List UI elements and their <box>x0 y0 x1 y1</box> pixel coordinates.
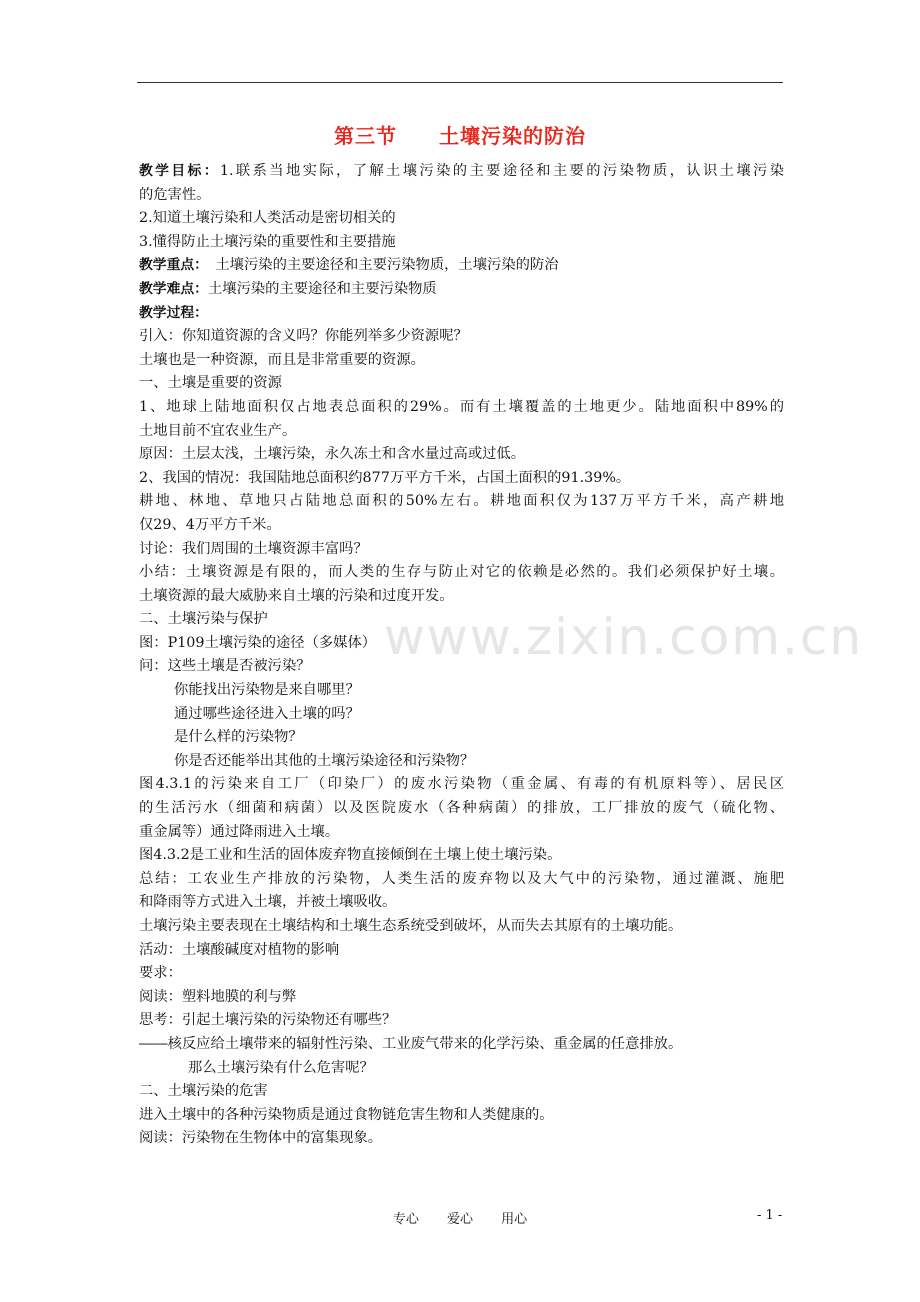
footer-motto-3: 用心 <box>501 1212 528 1227</box>
section-heading: 二、土壤污染的危害 <box>139 1083 268 1100</box>
text-line: 思考：引起土壤污染的污染物还有哪些？ <box>139 1012 397 1029</box>
difficulty-label: 教学难点： <box>139 280 208 297</box>
key-label: 教学重点： <box>139 257 202 274</box>
goal-3: 3.懂得防止土壤污染的重要性和主要措施 <box>139 233 396 250</box>
document-body <box>139 160 784 1151</box>
question-line: 通过哪些途径进入土壤的吗？ <box>174 705 360 722</box>
question-line: 是什么样的污染物？ <box>174 729 303 746</box>
teaching-goals-line <box>139 160 784 184</box>
text-line: 土地目前不宜农业生产。 <box>139 422 297 439</box>
page-number: - 1 - <box>757 1208 783 1223</box>
watermark: www.zixin.com.cn <box>384 608 864 666</box>
question-line: 你是否还能举出其他的土壤污染途径和污染物？ <box>174 752 475 769</box>
question-line: 那么土壤污染有什么危害呢？ <box>188 1059 374 1076</box>
text-line: 总结：工农业生产排放的污染物，人类生活的废弃物以及大气中的污染物，通过灌溉、施肥 <box>139 870 784 887</box>
text-line: 的生活污水（细菌和病菌）以及医院废水（各种病菌）的排放，工厂排放的废气（硫化物、 <box>139 800 784 817</box>
section-heading: 一、土壤是重要的资源 <box>139 375 282 392</box>
text-line: 阅读：污染物在生物体中的富集现象。 <box>139 1130 383 1147</box>
key-text: 土壤污染的主要途径和主要污染物质，土壤污染的防治 <box>201 257 559 274</box>
text-line: 问：这些土壤是否被污染？ <box>139 658 311 675</box>
difficulty-line <box>139 278 784 302</box>
footer-motto-1: 专心 <box>392 1212 419 1227</box>
process-heading <box>139 302 784 326</box>
process-label: 教学过程： <box>139 304 208 321</box>
text-line: 土壤资源的最大威胁来自土壤的污染和过度开发。 <box>139 587 454 604</box>
goals-label: 教学目标： <box>139 163 220 179</box>
text-line: 重金属等）通过降雨进入土壤。 <box>139 823 340 840</box>
text-line: 原因：土层太浅，土壤污染，永久冻土和含水量过高或过低。 <box>139 446 526 463</box>
text-line: 阅读：塑料地膜的利与弊 <box>139 988 297 1005</box>
section-heading: 二、土壤污染与保护 <box>139 611 268 628</box>
text-line: 要求： <box>139 965 182 982</box>
footer-motto-2: 爱心 <box>446 1212 473 1227</box>
text-line: ――核反应给土壤带来的辐射性污染、工业废气带来的化学污染、重金属的任意排放。 <box>139 1035 683 1052</box>
goals-text: 1.联系当地实际，了解土壤污染的主要途径和主要的污染物质，认识土壤污染 <box>219 163 785 179</box>
difficulty-text: 土壤污染的主要途径和主要污染物质 <box>207 280 437 297</box>
text-line: 仅29、4万平方千米。 <box>139 516 281 533</box>
text-line: 和降雨等方式进入土壤，并被土壤吸收。 <box>139 894 397 911</box>
text-line: 活动：土壤酸碱度对植物的影响 <box>139 941 340 958</box>
text-line: 图4.3.1的污染来自工厂（印染厂）的废水污染物（重金属、有毒的有机原料等）、居民区 <box>139 776 784 793</box>
goal-2: 2.知道土壤污染和人类活动是密切相关的 <box>139 210 396 227</box>
text-line: 土壤污染主要表现在土壤结构和土壤生态系统受到破坏，从而失去其原有的土壤功能。 <box>139 918 683 934</box>
text-line: 进入土壤中的各种污染物质是通过食物链危害生物和人类健康的。 <box>139 1106 554 1123</box>
text-line: 2、我国的情况：我国陆地总面积约877万平方千米，占国土面积的91.39%。 <box>139 469 631 486</box>
text-line: 小结：土壤资源是有限的，而人类的生存与防止对它的依赖是必然的。我们必须保护好土壤。 <box>139 564 784 581</box>
question-line: 你能找出污染物是来自哪里？ <box>174 682 360 699</box>
text-line: 土壤也是一种资源，而且是非常重要的资源。 <box>139 351 425 368</box>
text-line: 1、地球上陆地面积仅占地表总面积的29%。而有土壤覆盖的土地更少。陆地面积中89%的 <box>139 398 784 415</box>
key-points-line <box>139 254 784 278</box>
text-line: 耕地、林地、草地只占陆地总面积的50%左右。耕地面积仅为137万平方千米，高产耕地 <box>139 493 784 510</box>
header-rule <box>137 82 783 83</box>
goals-continuation: 的危害性。 <box>139 186 211 203</box>
text-line: 讨论：我们周围的土壤资源丰富吗？ <box>139 540 368 557</box>
text-line: 图4.3.2是工业和生活的固体废弃物直接倾倒在土壤上使土壤污染。 <box>139 847 562 864</box>
page-title: 第三节 土壤污染的防治 <box>334 124 586 148</box>
text-line: 引入：你知道资源的含义吗？你能列举多少资源呢？ <box>139 328 468 345</box>
text-line: 图：P109土壤污染的途径（多媒体） <box>139 634 377 651</box>
